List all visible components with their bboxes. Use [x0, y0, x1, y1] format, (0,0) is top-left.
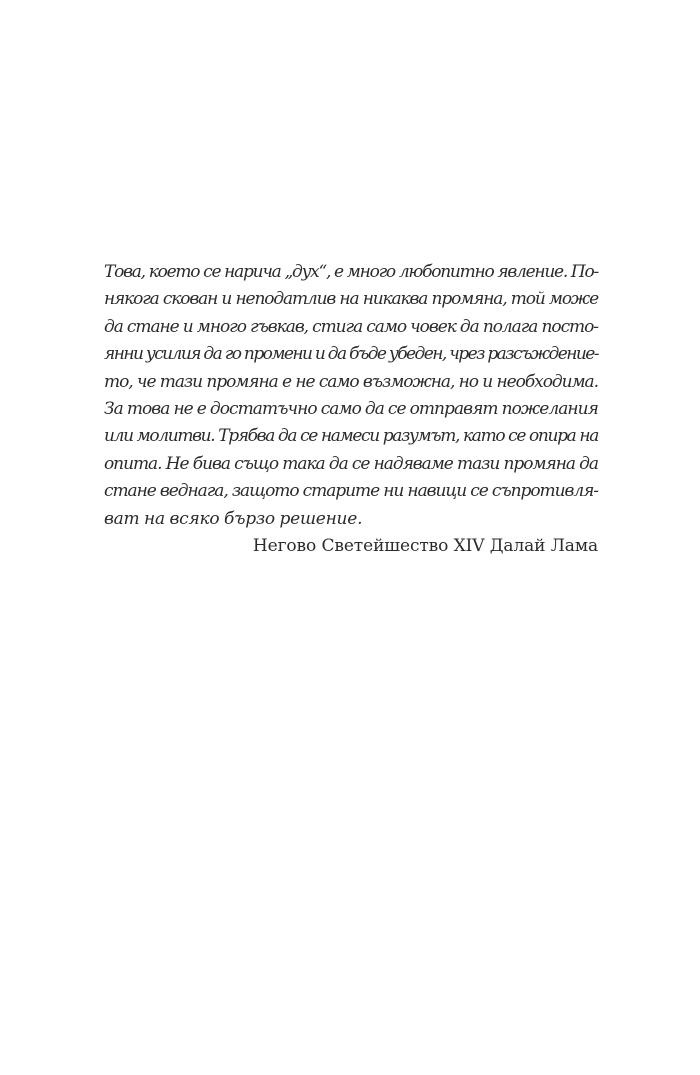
quote-line: то, че тази промяна е не само възможна, но и необходима.	[104, 371, 598, 392]
quote-line: янни усилия да го промени и да бъде убеден, чрез разсъждение-	[104, 344, 598, 365]
epigraph	[104, 259, 598, 560]
quote-line: За това не е достатъчно само да се отправят пожелания	[104, 399, 598, 420]
quote-line: Това, което се нарича „дух“, е много любопитно явление. По-	[104, 262, 598, 282]
quote-line: ват на всяко бързо решение.	[104, 508, 363, 529]
epigraph-attribution: Негово Светейшество XIV Далай Лама	[252, 536, 598, 557]
quote-line: да стане и много гъвкав, стига само човек да полага посто-	[104, 316, 598, 337]
quote-line: някога скован и неподатлив на никаква промяна, той може	[104, 289, 598, 310]
quote-line: стане веднага, защото старите ни навици се съпротивля-	[104, 481, 598, 502]
quote-line: или молитви. Трябва да се намеси разумът, като се опира на	[104, 426, 598, 447]
quote-line: опита. Не бива също така да се надяваме тази промяна да	[104, 453, 598, 474]
